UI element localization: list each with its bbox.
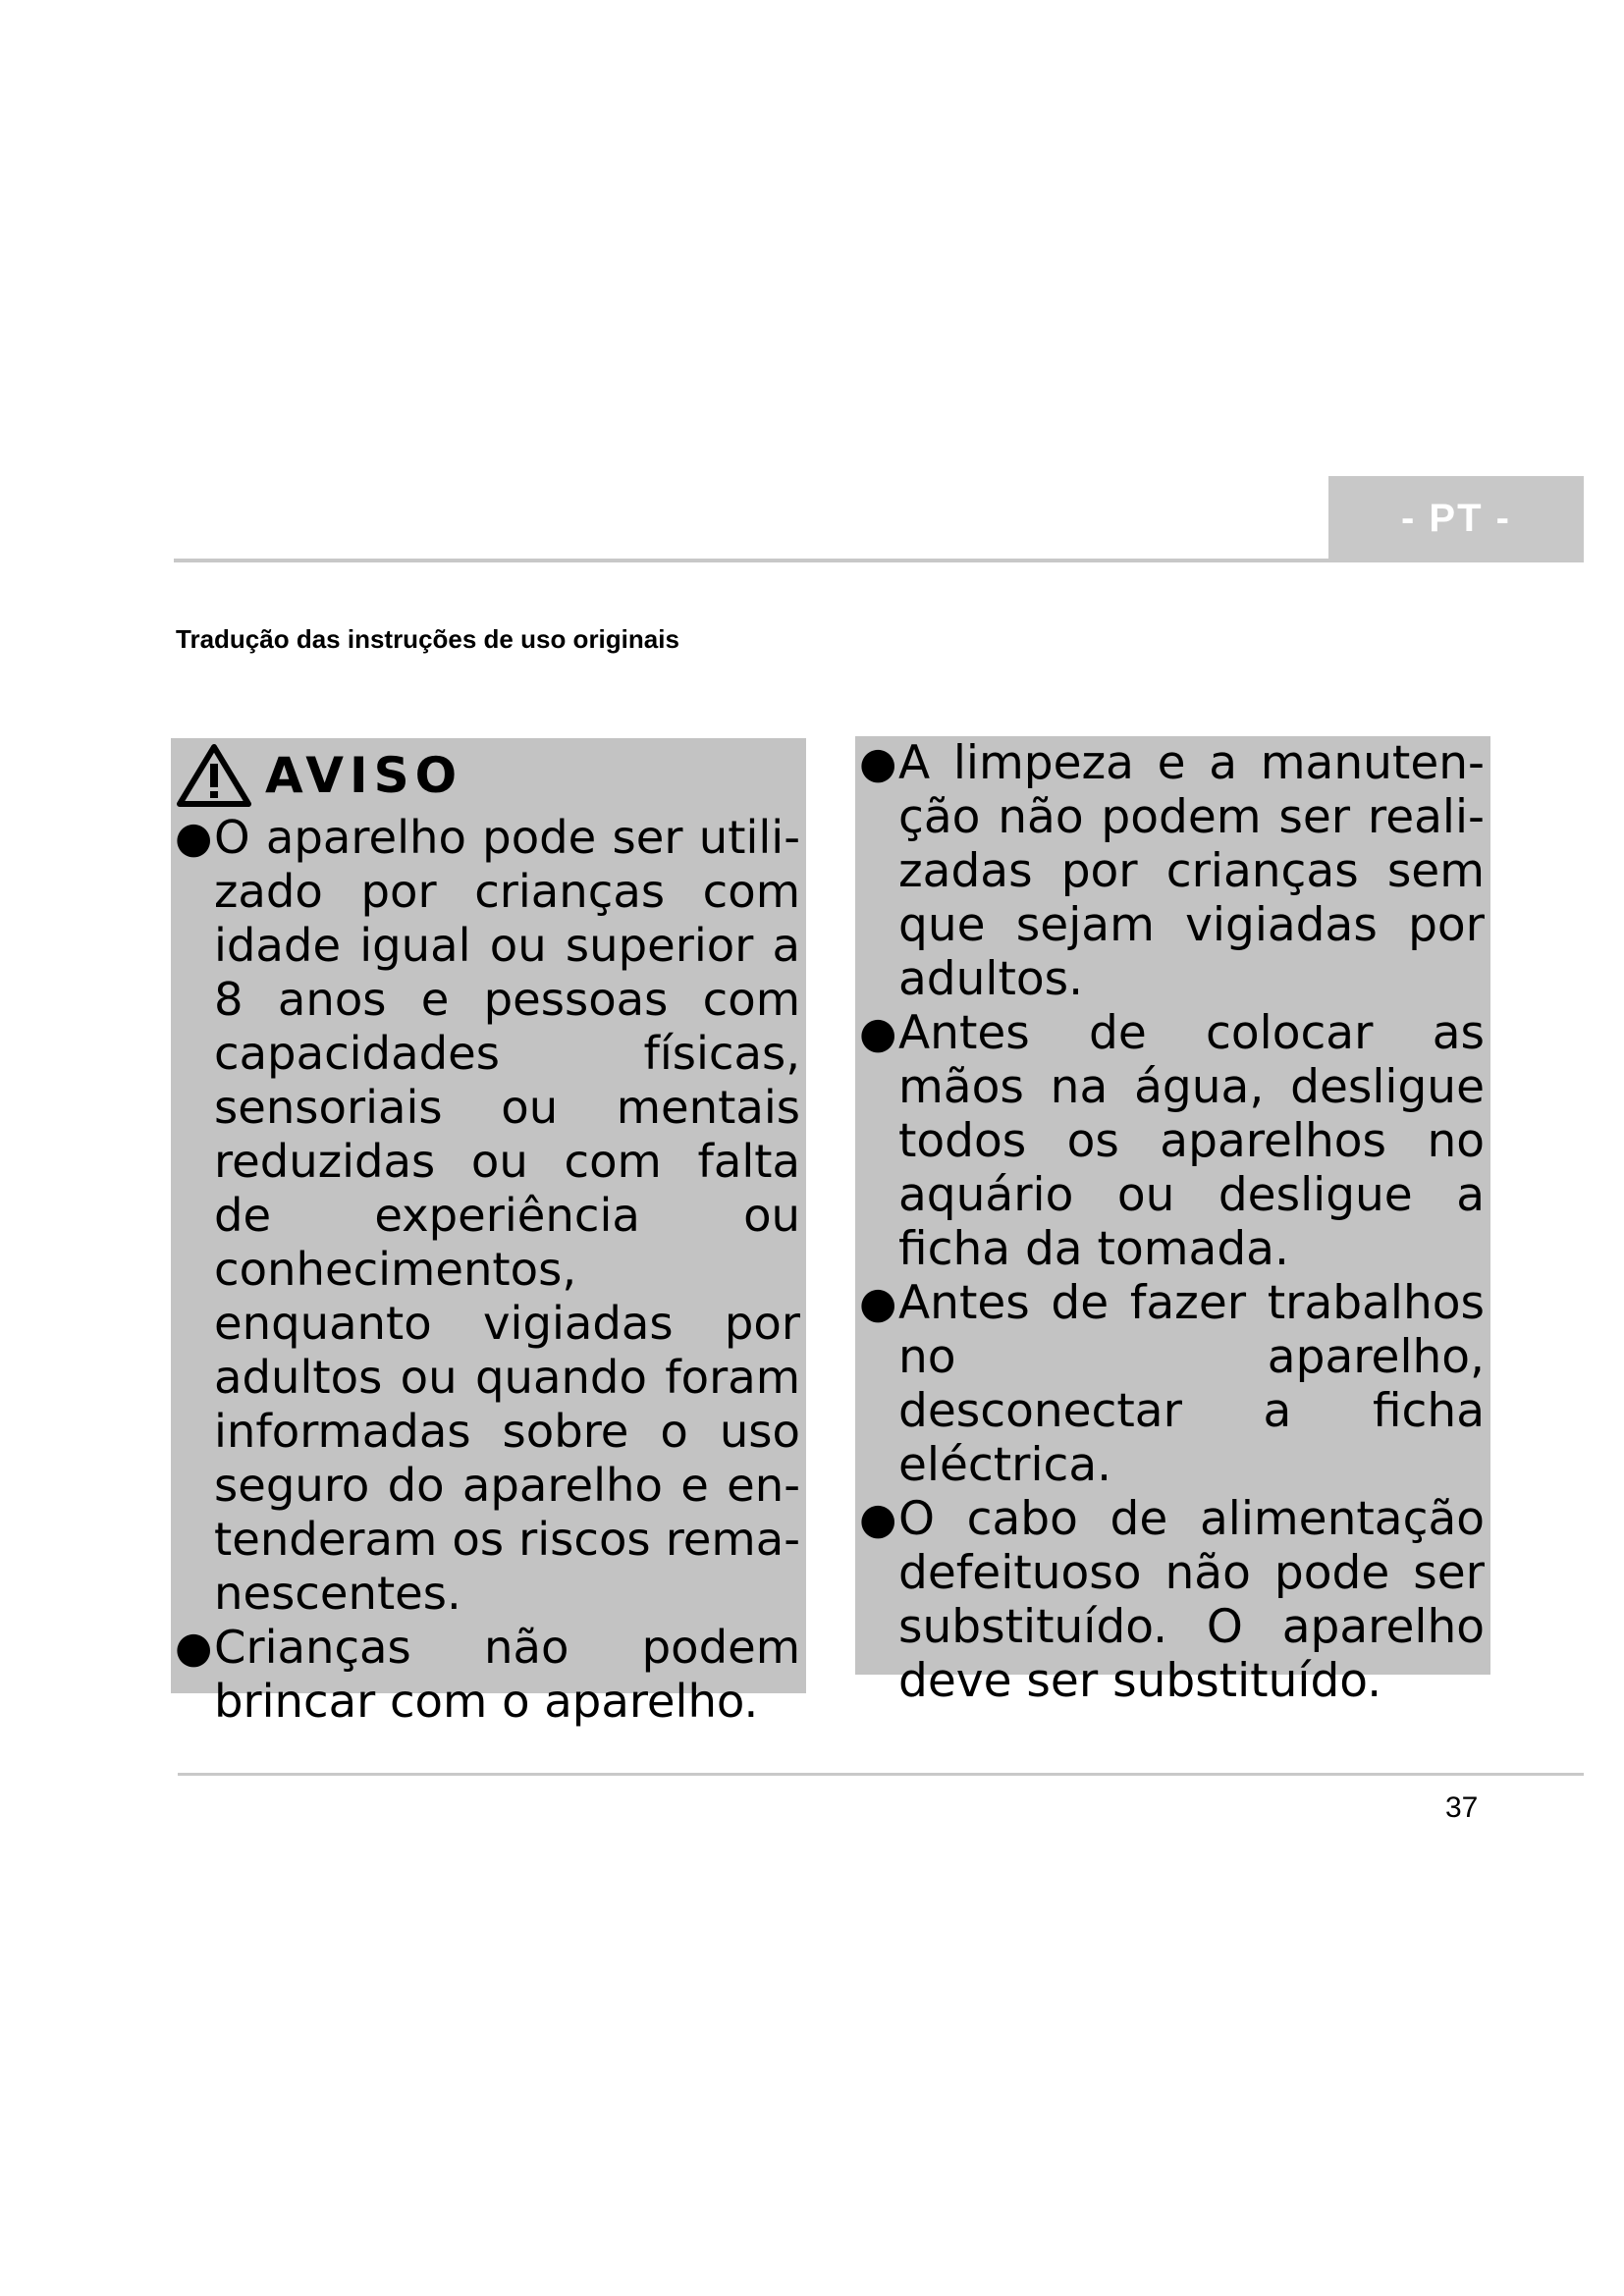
warning-box-right	[855, 736, 1490, 1708]
page-number: 37	[1445, 1791, 1479, 1824]
bullet-icon: ●	[859, 1494, 897, 1544]
list-item-text: Antes de fazer trabalhos no aparelho, desconectar a ficha eléctrica.	[898, 1276, 1485, 1492]
language-tab: - PT -	[1328, 476, 1584, 561]
bullet-icon: ●	[175, 1623, 213, 1673]
warning-header	[175, 740, 800, 811]
list-item	[859, 736, 1485, 1006]
warning-box-left	[171, 738, 806, 1728]
list-item	[859, 1492, 1485, 1708]
warning-triangle-icon	[177, 744, 251, 807]
bullet-icon: ●	[859, 738, 897, 788]
header-divider	[174, 559, 1584, 562]
document-subtitle: Tradução das instruções de uso originais	[176, 624, 679, 654]
list-item-text: O cabo de alimentação defeituoso não pode ser substituído. O aparelho deve ser substituído.	[898, 1492, 1485, 1708]
list-item-text: Crianças não podem brincar com o aparelho.	[214, 1621, 800, 1728]
bullet-icon: ●	[859, 1008, 897, 1058]
list-item-text: A limpeza e a manutenção não podem ser realizadas por crianças sem que sejam vigiadas por adultos.	[898, 736, 1485, 1006]
bullet-icon: ●	[175, 813, 213, 863]
list-item	[859, 1276, 1485, 1492]
list-item-text: Antes de colocar as mãos na água, desligue todos os aparelhos no aquário ou desligue a ficha da tomada.	[898, 1006, 1485, 1276]
list-item	[859, 1006, 1485, 1276]
bullet-icon: ●	[859, 1278, 897, 1328]
list-item-text: O aparelho pode ser utilizado por crianças com idade igual ou superior a 8 anos e pessoas com capacidades físicas, sensoriais ou mentais reduzidas ou com falta de experiência ou conhecimentos, enquanto vigiadas por adultos ou quando foram informadas sobre o uso seguro do aparelho e entenderam os riscos remanescentes.	[214, 811, 800, 1620]
list-item	[175, 811, 800, 1621]
footer-divider	[178, 1773, 1584, 1776]
warning-title: AVISO	[265, 747, 463, 804]
list-item	[175, 1621, 800, 1729]
